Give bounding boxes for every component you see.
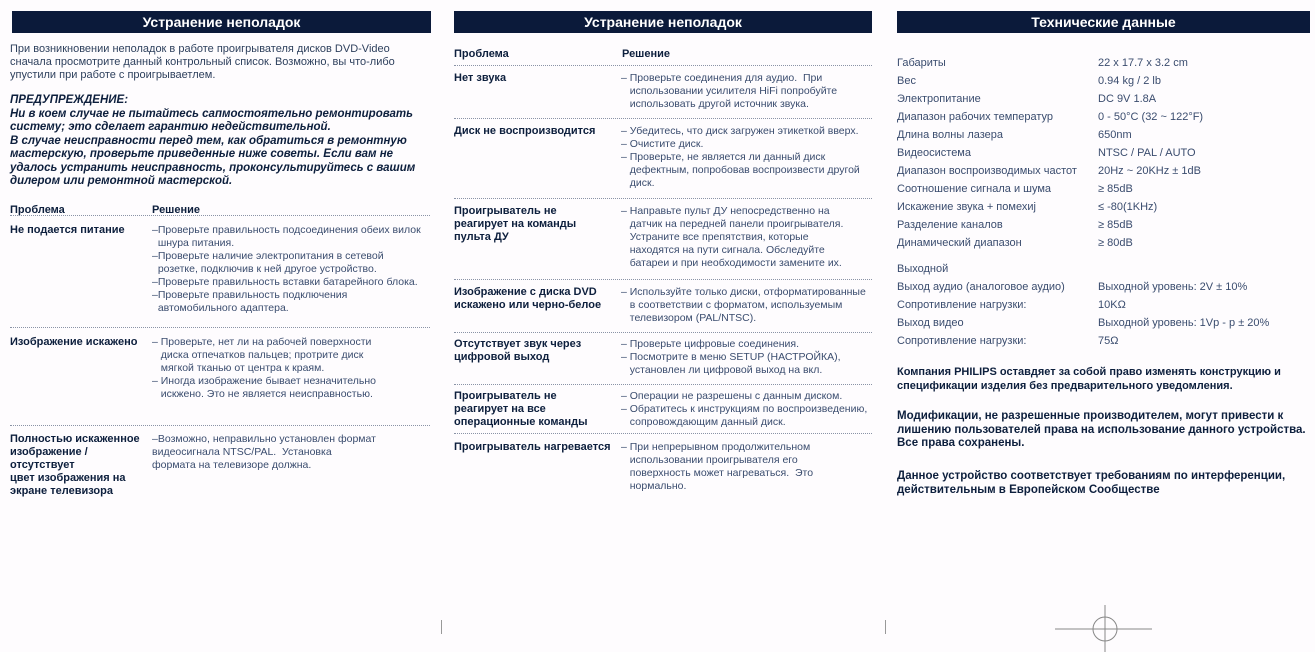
spec-label: Искажение звука + помехиj bbox=[897, 201, 1036, 213]
spec-label: Электропитание bbox=[897, 93, 981, 105]
spec-value: 650nm bbox=[1098, 129, 1132, 141]
crosshair-registration-icon bbox=[1055, 605, 1155, 652]
output-value: 75Ω bbox=[1098, 335, 1119, 347]
fold-mark bbox=[885, 620, 886, 634]
spec-value: ≥ 85dB bbox=[1098, 219, 1133, 231]
spec-value: ≤ -80(1KHz) bbox=[1098, 201, 1158, 213]
spec-label: Видеосистема bbox=[897, 147, 971, 159]
spec-label: Разделение каналов bbox=[897, 219, 1003, 231]
legal-note: Модификации, не разрешенные производителем, могут привести к лишению пользователей права на использование данного устройства. Все права сохранены. bbox=[897, 410, 1306, 449]
divider bbox=[10, 327, 430, 328]
warning-text: ПРЕДУПРЕЖДЕНИЕ: Ни в коем случае не пытайтесь сапмостоятельно ремонтировать систему; это сделает гарантию недействительной. В случае неисправности перед тем, как обратиться в ремонтную мастерскую, проверьте приведенные ниже советы. Если вам не удалось устранить неисправность, проконсультируйтесь с вашим дилером или ремонтной мастерской. bbox=[10, 94, 416, 187]
divider bbox=[10, 215, 430, 216]
spec-label: Габариты bbox=[897, 57, 946, 69]
output-label: Сопротивление нагрузки: bbox=[897, 335, 1027, 347]
row-solution: – При непрерывном продолжительном использовании проигрывателя его поверхность может нагреваться. Это нормально. bbox=[621, 441, 814, 492]
row-problem: Полностью искаженное изображение /отсутствует цвет изображения на экране телевизора bbox=[10, 433, 140, 497]
row-problem: Проигрыватель не реагирует на все операционные команды bbox=[454, 390, 588, 428]
spec-value: ≥ 85dB bbox=[1098, 183, 1133, 195]
spec-label: Диапазон рабочих температур bbox=[897, 111, 1053, 123]
row-problem: Изображение искажено bbox=[10, 336, 138, 348]
row-problem: Проигрыватель нагревается bbox=[454, 441, 611, 453]
row-problem: Проигрыватель не реагирует на команды пульта ДУ bbox=[454, 205, 577, 243]
divider bbox=[454, 65, 872, 66]
spec-value: NTSC / PAL / AUTO bbox=[1098, 147, 1196, 159]
spec-value: 0 - 50°C (32 ~ 122°F) bbox=[1098, 111, 1204, 123]
spec-label: Длина волны лазера bbox=[897, 129, 1003, 141]
fold-mark bbox=[441, 620, 442, 634]
spec-value: 0.94 kg / 2 lb bbox=[1098, 75, 1161, 87]
spec-label: Диапазон воспроизводимых частот bbox=[897, 165, 1077, 177]
output-value: Выходной уровень: 1Vp - p ± 20% bbox=[1098, 317, 1270, 329]
page2-col-problem: Проблема bbox=[454, 48, 509, 60]
row-problem: Не подается питание bbox=[10, 224, 125, 236]
output-value: 10KΩ bbox=[1098, 299, 1126, 311]
divider bbox=[454, 198, 872, 199]
page1-header: Устранение неполадок bbox=[12, 11, 431, 33]
page2-col-solution: Решение bbox=[622, 48, 670, 60]
legal-note: Компания PHILIPS оставдяет за собой право изменять конструкцию и спецификации изделия без предварительного уведомления. bbox=[897, 366, 1281, 392]
output-value: Выходной уровень: 2V ± 10% bbox=[1098, 281, 1248, 293]
divider bbox=[454, 433, 872, 434]
row-solution: – Проверьте соединения для аудио. При использовании усилителя HiFi попробуйте использовать другой источник звука. bbox=[621, 72, 838, 110]
row-solution: – Используйте только диски, отформатированные в соответствии с форматом, используемым телевизором (PAL/NTSC). bbox=[621, 286, 866, 324]
row-solution: – Проверьте цифровые соединения. – Посмотрите в меню SETUP (НАСТРОЙКА), установлен ли цифровой выход на вкл. bbox=[621, 338, 841, 376]
divider bbox=[454, 384, 872, 385]
page2-header: Устранение неполадок bbox=[454, 11, 872, 33]
spec-label: Вес bbox=[897, 75, 916, 87]
divider bbox=[454, 118, 872, 119]
page1-col-problem: Проблема bbox=[10, 204, 65, 216]
output-label: Выход видео bbox=[897, 317, 964, 329]
divider bbox=[454, 279, 872, 280]
legal-note: Данное устройство соответствует требованиям по интерференции, действительным в Европейском Сообществе bbox=[897, 470, 1286, 496]
row-problem: Изображение с диска DVD искажено или черно-белое bbox=[454, 286, 602, 311]
output-label: Выход аудио (аналоговое аудио) bbox=[897, 281, 1065, 293]
output-label: Сопротивление нагрузки: bbox=[897, 299, 1027, 311]
page3-header: Технические данные bbox=[897, 11, 1310, 33]
row-solution: – Операции не разрешены с данным диском. – Обратитесь к инструкциям по воспроизведению, сопровождающим данный диск. bbox=[621, 390, 868, 428]
spec-label: Динамический диапазон bbox=[897, 237, 1022, 249]
row-solution: – Направьте пульт ДУ непосредственно на датчик на передней панели проигрывателя. Устраните все препятствия, которые находятся на пути сигнала. Обследуйте батареи и при необходимости замените их. bbox=[621, 205, 844, 269]
row-solution: –Проверьте правильность подсоединения обеих вилок шнура питания. –Проверьте наличие электропитания в сетевой розетке, подключив к ней другое устройство. –Проверьте правильность вставки батарейного блока. –Проверьте правильность подключения автомобильного адаптера. bbox=[152, 224, 421, 314]
row-solution: – Проверьте, нет ли на рабочей поверхности диска отпечатков пальцев; протрите диск мягкой тканью от центра к краям. – Иногда изображение бывает незначительно искжено. Это не является неисправностью. bbox=[152, 336, 377, 400]
spec-value: 22 x 17.7 x 3.2 cm bbox=[1098, 57, 1188, 69]
row-problem: Отсутствует звук через цифровой выход bbox=[454, 338, 582, 363]
spec-value: ≥ 80dB bbox=[1098, 237, 1133, 249]
intro-text: При возникновении неполадок в работе проигрывателя дисков DVD-Video сначала просмотрите данный контрольный список. Возможно, вы что-либо упустили при работе с проигрываетлем. bbox=[10, 43, 395, 81]
row-problem: Нет звука bbox=[454, 72, 507, 84]
divider bbox=[10, 425, 430, 426]
row-problem: Диск не воспроизводится bbox=[454, 125, 596, 137]
spec-value: DC 9V 1.8A bbox=[1098, 93, 1157, 105]
divider bbox=[454, 332, 872, 333]
spec-value: 20Hz ~ 20KHz ± 1dB bbox=[1098, 165, 1201, 177]
row-solution: –Возможно, неправильно установлен формат видеосигнала NTSC/PAL. Установка формата на телевизоре должна. bbox=[152, 433, 376, 471]
page1-col-solution: Решение bbox=[152, 204, 200, 216]
spec-label: Соотношение сигнала и шума bbox=[897, 183, 1052, 195]
row-solution: – Убедитесь, что диск загружен этикеткой вверх. – Очистите диск. – Проверьте, не является ли данный диск дефектным, попробовав воспроизвести другой диск. bbox=[621, 125, 860, 189]
output-title: Выходной bbox=[897, 263, 949, 275]
